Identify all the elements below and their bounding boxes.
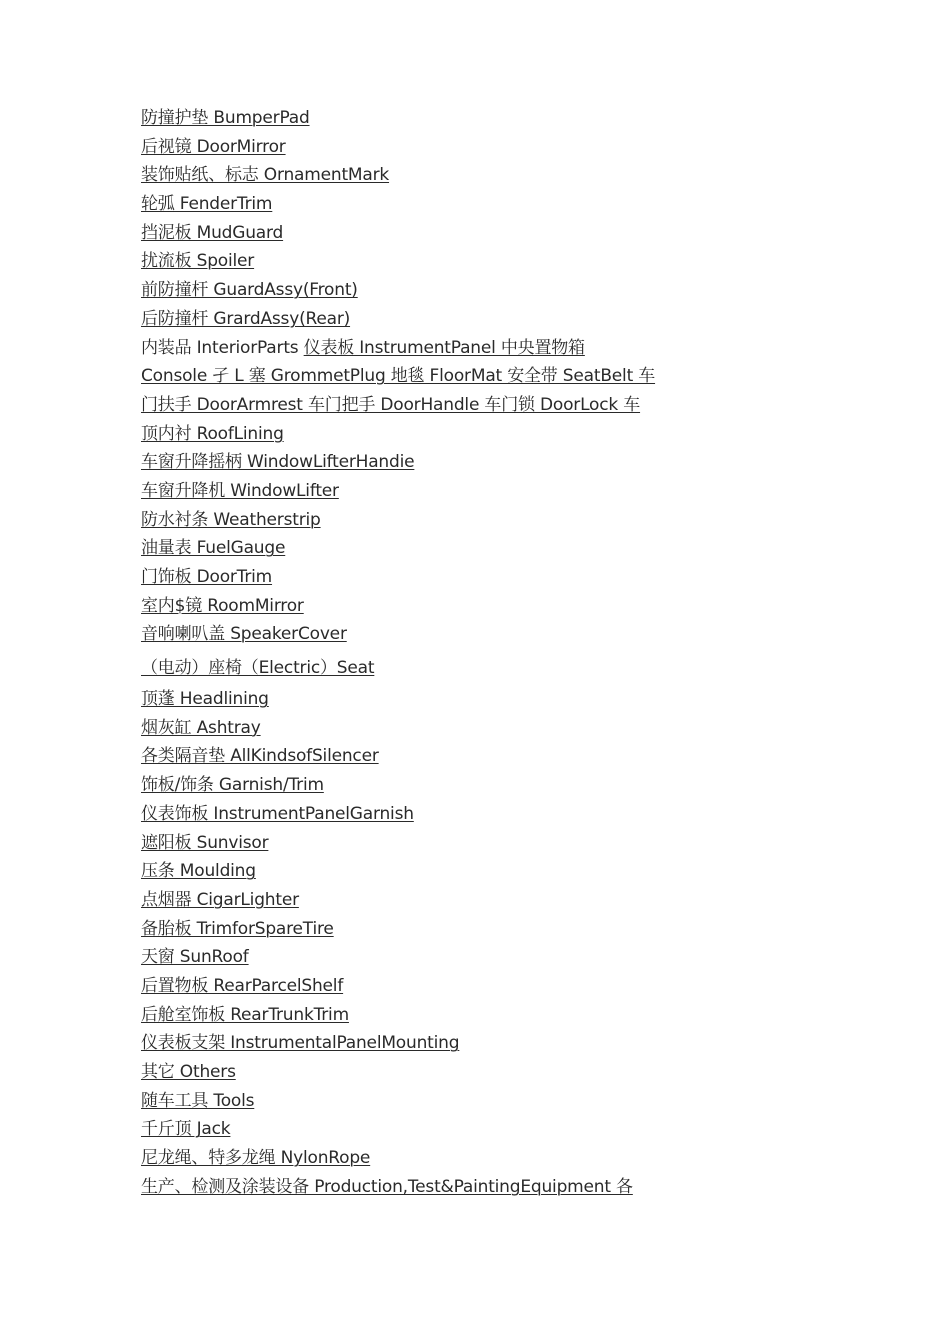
glossary-link[interactable]: 音响喇叭盖 SpeakerCover: [141, 624, 347, 645]
document-line: [141, 392, 661, 421]
glossary-link[interactable]: 防水衬条 Weatherstrip: [141, 509, 321, 530]
glossary-link[interactable]: （电动）座椅（Electric）Seat: [141, 658, 375, 679]
document-line: [141, 944, 661, 973]
document-line: [141, 1145, 661, 1174]
glossary-link[interactable]: 备胎板 TrimforSpareTire: [141, 918, 334, 939]
document-line: [141, 449, 661, 478]
glossary-link[interactable]: 顶内衬 RoofLining: [141, 423, 284, 444]
glossary-link[interactable]: 车窗升降摇柄 WindowLifterHandie: [141, 452, 415, 473]
glossary-link[interactable]: 尼龙绳、特多龙绳 NylonRope: [141, 1148, 371, 1169]
document-line: [141, 220, 661, 249]
document-line: [141, 973, 661, 1002]
document-line: [141, 478, 661, 507]
document-line: [141, 248, 661, 277]
glossary-link[interactable]: 后视镜 DoorMirror: [141, 136, 286, 157]
document-line: [141, 134, 661, 163]
glossary-link[interactable]: 顶蓬 Headlining: [141, 689, 269, 710]
glossary-link[interactable]: 车窗升降机 WindowLifter: [141, 480, 339, 501]
glossary-link[interactable]: 前防撞杆 GuardAssy(Front): [141, 280, 358, 301]
document-line: [141, 650, 661, 686]
document-line: [141, 507, 661, 536]
glossary-link[interactable]: 点烟器 CigarLighter: [141, 889, 299, 910]
document-line: [141, 105, 661, 134]
glossary-text: 内装品 InteriorParts: [141, 337, 304, 358]
glossary-link[interactable]: 仪表饰板 InstrumentPanelGarnish: [141, 803, 414, 824]
document-line: [141, 564, 661, 593]
glossary-link[interactable]: 扰流板 Spoiler: [141, 251, 255, 272]
document-page: [141, 105, 661, 1202]
document-line: [141, 621, 661, 650]
document-line: [141, 1174, 661, 1203]
glossary-link[interactable]: 后舱室饰板 RearTrunkTrim: [141, 1004, 349, 1025]
glossary-link[interactable]: 后置物板 RearParcelShelf: [141, 975, 344, 996]
document-line: [141, 715, 661, 744]
document-line: [141, 830, 661, 859]
document-line: [141, 916, 661, 945]
document-line: [141, 1030, 661, 1059]
glossary-link[interactable]: 天窗 SunRoof: [141, 947, 249, 968]
glossary-link[interactable]: 饰板/饰条 Garnish/Trim: [141, 775, 324, 796]
document-line: [141, 858, 661, 887]
glossary-link[interactable]: 随车工具 Tools: [141, 1090, 255, 1111]
glossary-link[interactable]: 烟灰缸 Ashtray: [141, 717, 261, 738]
glossary-link[interactable]: 生产、检测及涂装设备 Production,Test&PaintingEquipment 各: [141, 1176, 633, 1197]
glossary-link[interactable]: 压条 Moulding: [141, 861, 256, 882]
document-line: [141, 1116, 661, 1145]
document-line: [141, 421, 661, 450]
document-line: [141, 1088, 661, 1117]
document-line: [141, 535, 661, 564]
glossary-link[interactable]: 仪表板支架 InstrumentalPanelMounting: [141, 1033, 460, 1054]
glossary-link[interactable]: 遮阳板 Sunvisor: [141, 832, 269, 853]
document-line: [141, 801, 661, 830]
glossary-link[interactable]: 门扶手 DoorArmrest 车门把手 DoorHandle 车门锁 DoorLock 车: [141, 394, 641, 415]
glossary-link[interactable]: 装饰贴纸、标志 OrnamentMark: [141, 165, 390, 186]
document-line: [141, 335, 661, 364]
glossary-link[interactable]: 轮弧 FenderTrim: [141, 194, 273, 215]
document-line: [141, 306, 661, 335]
document-line: [141, 593, 661, 622]
glossary-link[interactable]: 挡泥板 MudGuard: [141, 222, 284, 243]
document-line: [141, 887, 661, 916]
document-line: [141, 162, 661, 191]
document-line: [141, 743, 661, 772]
glossary-link[interactable]: 其它 Others: [141, 1062, 236, 1082]
glossary-link[interactable]: 室内$镜 RoomMirror: [141, 595, 304, 616]
document-line: [141, 772, 661, 801]
document-line: [141, 363, 661, 392]
glossary-link[interactable]: Console 孑 L 塞 GrommetPlug 地毯 FloorMat 安全带 SeatBelt 车: [141, 366, 656, 387]
glossary-link[interactable]: 各类隔音垫 AllKindsofSilencer: [141, 746, 379, 767]
glossary-link[interactable]: 油量表 FuelGauge: [141, 538, 286, 559]
document-line: [141, 277, 661, 306]
document-line: [141, 686, 661, 715]
glossary-link[interactable]: 门饰板 DoorTrim: [141, 567, 273, 587]
glossary-link[interactable]: 防撞护垫 BumperPad: [141, 108, 310, 128]
document-line: [141, 191, 661, 220]
document-line: [141, 1059, 661, 1088]
glossary-link[interactable]: 仪表板 InstrumentPanel 中央置物箱: [303, 337, 585, 358]
glossary-link[interactable]: 千斤顶 Jack: [141, 1119, 231, 1140]
document-line: [141, 1002, 661, 1031]
glossary-link[interactable]: 后防撞杆 GrardAssy(Rear): [141, 308, 351, 329]
